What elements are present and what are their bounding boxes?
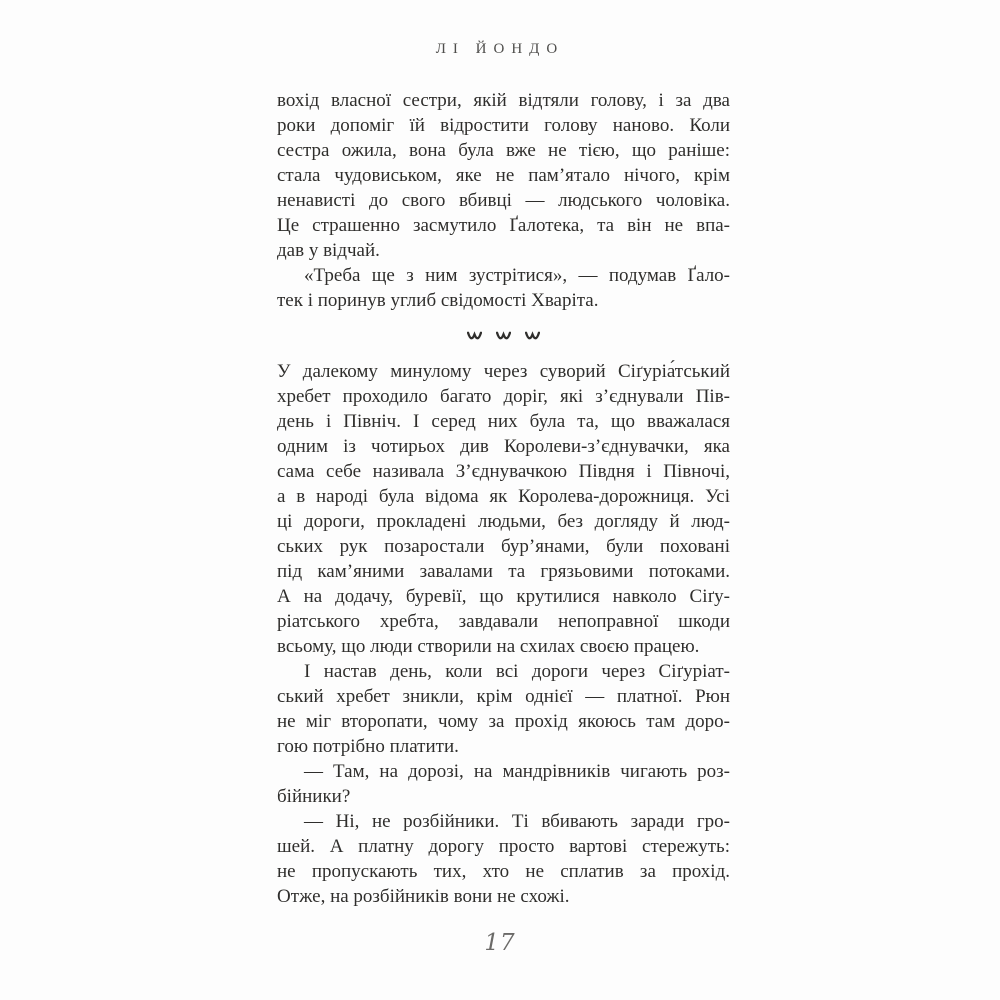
text-line: шей. А платну дорогу просто вартові стережуть: — [277, 836, 730, 857]
text-line: дав у відчай. — [277, 240, 380, 261]
text-line: І настав день, коли всі дороги через Сіґуріат- — [304, 661, 730, 682]
text-line: А на додачу, буревії, що крутилися навколо Сіґу- — [277, 586, 730, 607]
text-line: гою потрібно платити. — [277, 736, 459, 757]
text-line: Отже, на розбійників вони не схожі. — [277, 886, 570, 907]
text-line: під кам’яними завалами та грязьовими потоками. — [277, 561, 730, 582]
text-line: Це страшенно засмутило Ґалотека, та він не впа- — [277, 215, 730, 236]
text-line: сама себе називала З’єднувачкою Півдня і Півночі, — [277, 461, 730, 482]
text-line: ріатського хребта, завдавали непоправної шкоди — [277, 611, 730, 632]
text-line: ських рук позаростали бур’янами, були поховані — [277, 536, 730, 557]
text-line: не міг второпати, чому за прохід якоюсь там доро- — [277, 711, 730, 732]
running-head-author: ЛІ ЙОНДО — [435, 41, 565, 57]
text-line: день і Північ. І серед них була та, що вважалася — [277, 411, 730, 432]
text-block — [277, 88, 730, 909]
fleuron-ornament-icon — [496, 331, 511, 341]
text-line: — Ні, не розбійники. Ті вбивають заради гро- — [304, 811, 730, 832]
text-line: одним із чотирьох див Королеви-з’єднувачки, яка — [277, 436, 730, 457]
text-line: не пропускають тих, хто не сплатив за прохід. — [277, 861, 730, 882]
text-line: сестра ожила, вона була вже не тією, що раніше: — [277, 140, 730, 161]
page-number: 17 — [484, 930, 516, 956]
text-line: вохід власної сестри, якій відтяли голову, і за два — [277, 90, 730, 111]
section-divider — [277, 313, 730, 359]
text-line: ненависті до свого вбивці — людського чоловіка. — [277, 190, 730, 211]
text-line: стала чудовиськом, яке не пам’ятало нічого, крім — [277, 165, 730, 186]
text-line: У далекому минулому через суворий Сіґуріа́тський — [277, 361, 730, 382]
text-line: хребет проходило багато доріг, які з’єднували Пів- — [277, 386, 730, 407]
text-line: тек і поринув углиб свідомості Хваріта. — [277, 290, 599, 311]
text-line: ський хребет зникли, крім однієї — платної. Рюн — [277, 686, 730, 707]
fleuron-ornament-icon — [467, 331, 482, 341]
fleuron-ornament-icon — [525, 331, 540, 341]
text-line: бійники? — [277, 786, 351, 807]
text-line: а в народі була відома як Королева-дорожниця. Усі — [277, 486, 730, 507]
text-line: роки допоміг їй відростити голову наново. Коли — [277, 115, 730, 136]
text-line: — Там, на дорозі, на мандрівників чигають роз- — [304, 761, 730, 782]
text-line: ці дороги, прокладені людьми, без догляду й люд- — [277, 511, 730, 532]
text-line: «Треба ще з ним зустрітися», — подумав Ґало- — [304, 265, 730, 286]
text-line: всьому, що люди створили на схилах своєю працею. — [277, 636, 700, 657]
